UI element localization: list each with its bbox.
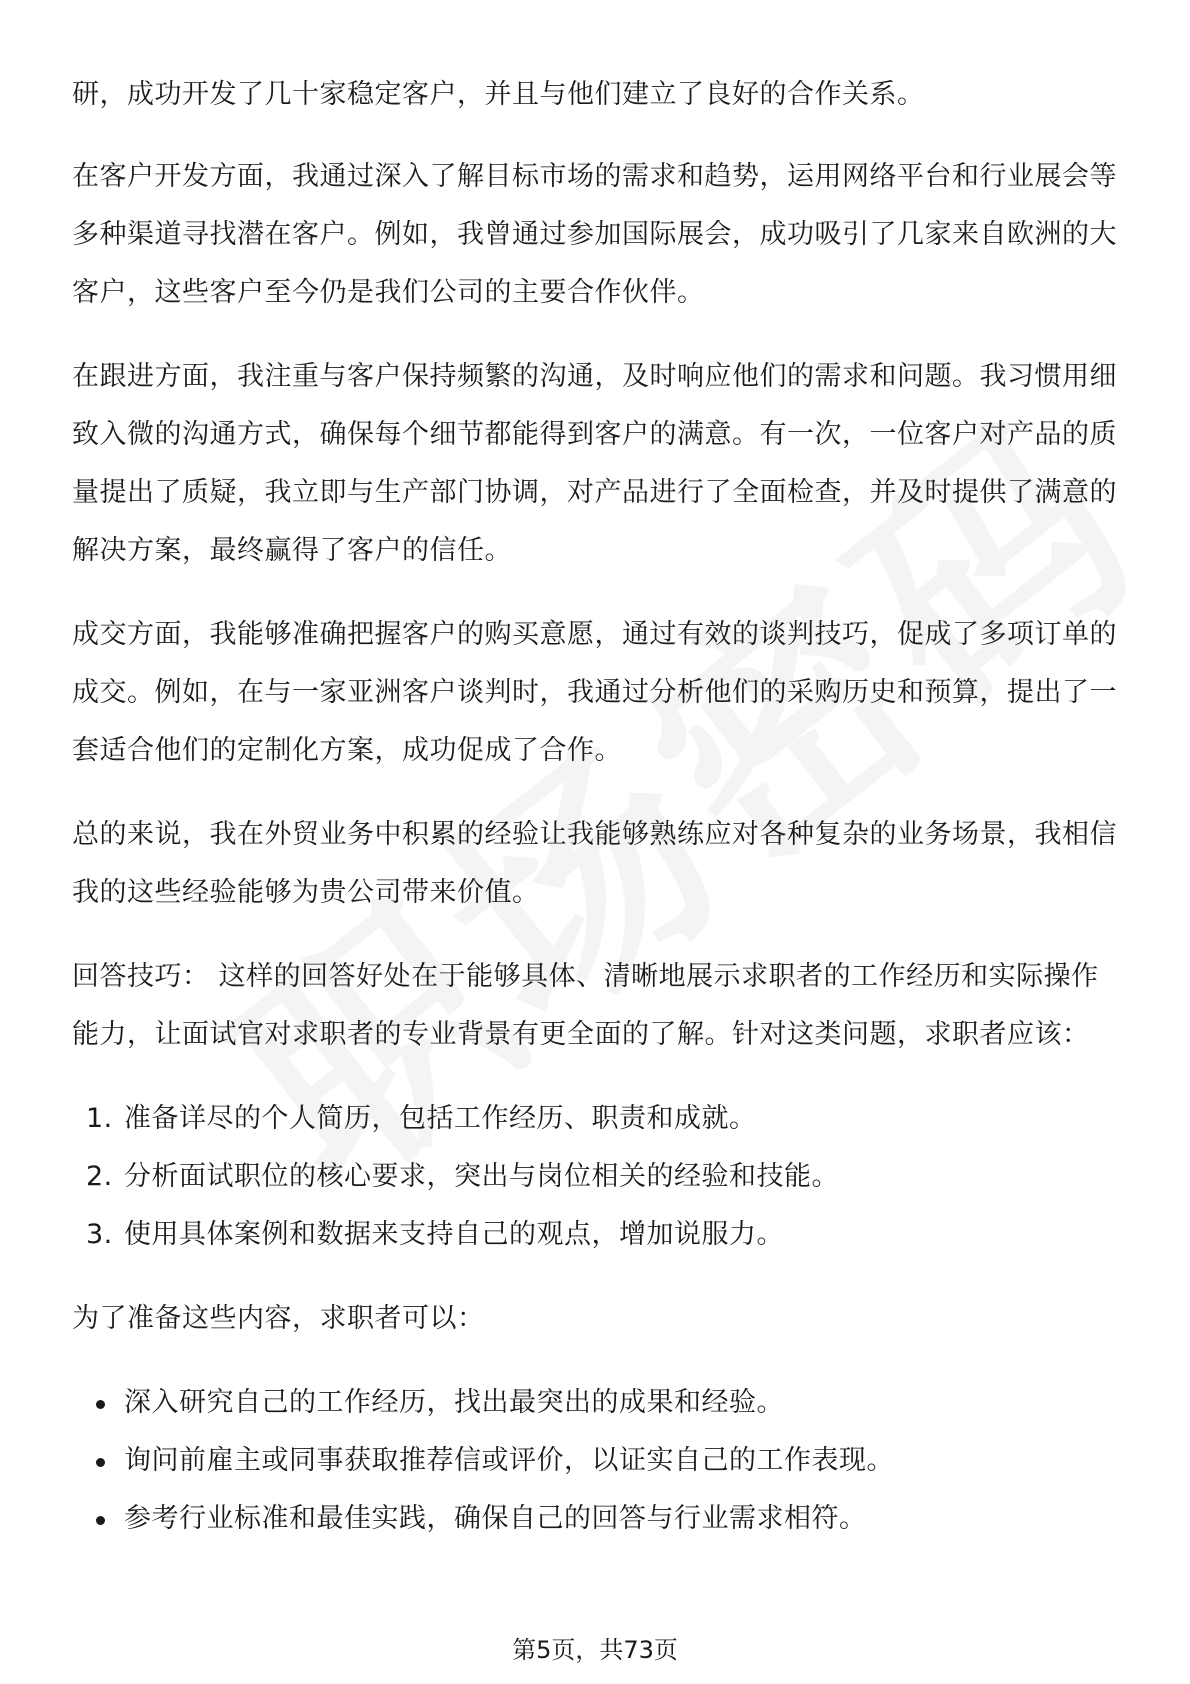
list-item-text: 深入研究自己的工作经历，找出最突出的成果和经验。 [124,1387,784,1418]
list-number: 3. [86,1219,113,1250]
page-footer: 第5页，共73页 [512,1636,678,1664]
numbered-list-item [72,1206,1122,1264]
list-number: 2. [86,1161,113,1192]
bullet-icon [96,1516,105,1525]
paragraph: 在客户开发方面，我通过深入了解目标市场的需求和趋势，运用网络平台和行业展会等多种渠道寻找潜在客户。例如，我曾通过参加国际展会，成功吸引了几家来自欧洲的大客户，这些客户至今仍是我们公司的主要合作伙伴。 [72,161,1117,308]
paragraph: 研，成功开发了几十家稳定客户，并且与他们建立了良好的合作关系。 [72,79,925,110]
bullet-list-item [72,1490,1122,1548]
bullet-icon [96,1400,105,1409]
paragraph: 总的来说，我在外贸业务中积累的经验让我能够熟练应对各种复杂的业务场景，我相信我的这些经验能够为贵公司带来价值。 [72,819,1117,908]
paragraph: 成交方面，我能够准确把握客户的购买意愿，通过有效的谈判技巧，促成了多项订单的成交。例如，在与一家亚洲客户谈判时，我通过分析他们的采购历史和预算，提出了一套适合他们的定制化方案，成功促成了合作。 [72,619,1117,766]
list-item-text: 参考行业标准和最佳实践，确保自己的回答与行业需求相符。 [124,1503,867,1534]
bullet-list-item [72,1432,1122,1490]
paragraph: 在跟进方面，我注重与客户保持频繁的沟通，及时响应他们的需求和问题。我习惯用细致入微的沟通方式，确保每个细节都能得到客户的满意。有一次，一位客户对产品的质量提出了质疑，我立即与生产部门协调，对产品进行了全面检查，并及时提供了满意的解决方案，最终赢得了客户的信任。 [72,361,1117,566]
numbered-list [72,1090,1122,1264]
bullet-list-item [72,1374,1122,1432]
document-body [72,66,1122,1574]
list-item-text: 询问前雇主或同事获取推荐信或评价，以证实自己的工作表现。 [124,1445,894,1476]
bullet-icon [96,1458,105,1467]
list-item-text: 使用具体案例和数据来支持自己的观点，增加说服力。 [124,1219,784,1250]
list-number: 1. [86,1103,113,1134]
bullets-intro: 为了准备这些内容，求职者可以： [72,1303,485,1334]
answer-tips-paragraph: 回答技巧： 这样的回答好处在于能够具体、清晰地展示求职者的工作经历和实际操作能力，让面试官对求职者的专业背景有更全面的了解。针对这类问题，求职者应该： [72,961,1099,1050]
list-item-text: 分析面试职位的核心要求，突出与岗位相关的经验和技能。 [124,1161,839,1192]
list-item-text: 准备详尽的个人简历，包括工作经历、职责和成就。 [124,1103,757,1134]
bullet-list [72,1374,1122,1548]
numbered-list-item [72,1148,1122,1206]
numbered-list-item [72,1090,1122,1148]
